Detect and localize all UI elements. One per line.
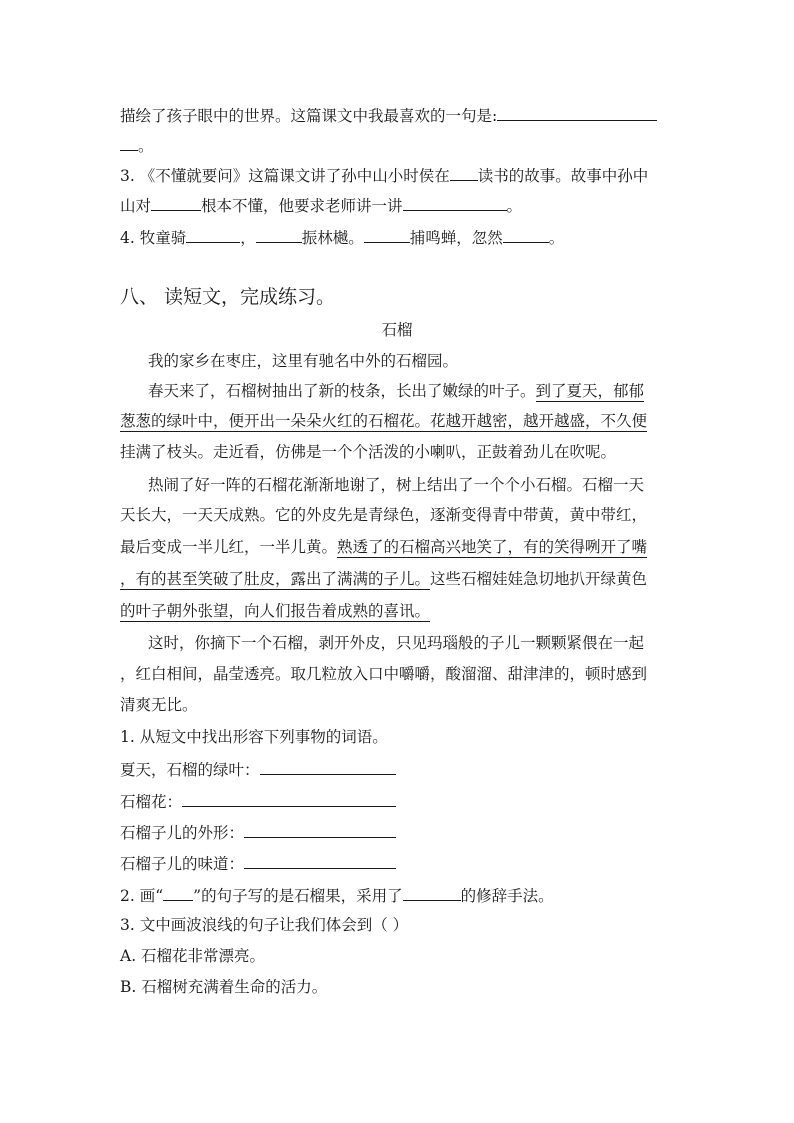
poem-blank-3[interactable] xyxy=(364,226,410,243)
question-3-line: 3. 《不懂就要问》这篇课文讲了孙中山小时侯在 读书的故事。故事中孙中 xyxy=(120,164,648,187)
exercise-question-1: 1. 从短文中找出形容下列事物的词语。 xyxy=(120,728,388,746)
passage-p4-line-1: 这时，你摘下一个石榴，剥开外皮，只见玛瑙般的子儿一颗颗紧偎在一起 xyxy=(148,634,645,652)
question-3-line-2: 山对 根本不懂，他要求老师讲一讲 。 xyxy=(120,194,522,217)
q3-request-blank[interactable] xyxy=(403,194,507,211)
passage-p3-line-2: 天长大，一天天成熟。它的外皮先是青绿色，逐渐变得青中带黄，黄中带红， xyxy=(120,506,648,524)
q1-item-summer-leaves: 夏天，石榴的绿叶： xyxy=(120,758,396,781)
q1-item-seed-taste: 石榴子儿的味道： xyxy=(120,852,396,875)
option-b[interactable]: B. 石榴树充满着生命的活力。 xyxy=(120,978,328,996)
exercise-question-2: 2. 画“ ”的句子写的是石榴果，采用了 的修辞手法。 xyxy=(120,884,554,907)
q3-thing-blank[interactable] xyxy=(151,194,201,211)
underlined-sentence-end: 的叶子朝外张望，向人们报告着成熟的喜讯。 xyxy=(120,602,431,620)
underlined-sentence: 熟透了的石榴高兴地笑了，有的笑得咧开了嘴 xyxy=(337,538,648,556)
passage-p2-line-1: 春天来了，石榴树抽出了新的枝条，长出了嫩绿的叶子。到了夏天，郁郁 xyxy=(148,382,645,400)
poem-blank-1[interactable] xyxy=(186,226,240,243)
seed-shape-blank[interactable] xyxy=(244,821,396,838)
underline-sample xyxy=(163,884,193,901)
favorite-sentence-blank-cont[interactable] xyxy=(120,134,138,151)
passage-paragraph-1: 我的家乡在枣庄，这里有驰名中外的石榴园。 xyxy=(148,352,459,370)
q1-item-flower: 石榴花： xyxy=(120,790,396,813)
q1-item-seed-shape: 石榴子儿的外形： xyxy=(120,821,396,844)
rhetoric-blank[interactable] xyxy=(403,884,461,901)
flower-blank[interactable] xyxy=(182,790,396,807)
intro-line-continued: 。 xyxy=(120,134,154,157)
poem-blank-4[interactable] xyxy=(503,226,549,243)
passage-p4-line-2: ，红白相间，晶莹透亮。取几粒放入口中嚼嚼，酸溜溜、甜津津的，顿时感到 xyxy=(120,665,648,683)
intro-line xyxy=(120,104,657,127)
poem-blank-2[interactable] xyxy=(256,226,302,243)
passage-title: 石榴 xyxy=(381,321,413,339)
wavy-underlined-sentence-cont: 葱葱的绿叶中，便开出一朵朵火红的石榴花。花越开越密，越开越盛，不久便 xyxy=(120,412,648,430)
question-4-line: 4. 牧童骑 ， 振林樾。 捕鸣蝉，忽然 。 xyxy=(120,226,564,249)
favorite-sentence-blank[interactable] xyxy=(497,104,657,121)
passage-p4-line-3: 清爽无比。 xyxy=(120,696,198,714)
wavy-underlined-sentence: 到了夏天，郁郁 xyxy=(535,382,645,400)
exercise-question-3: 3. 文中画波浪线的句子让我们体会到（ ） xyxy=(120,916,409,934)
passage-p3-line-3: 最后变成一半儿红，一半儿黄。熟透了的石榴高兴地笑了，有的笑得咧开了嘴 xyxy=(120,538,648,556)
seed-taste-blank[interactable] xyxy=(244,852,396,869)
q3-place-blank[interactable] xyxy=(450,164,478,181)
passage-p3-line-5 xyxy=(120,600,430,622)
intro-text: 描绘了孩子眼中的世界。这篇课文中我最喜欢的一句是: xyxy=(120,107,498,125)
passage-p3-line-4: ，有的甚至笑破了肚皮，露出了满满的子儿。这些石榴娃娃急切地扒开绿黄色 xyxy=(120,570,648,588)
underlined-sentence-cont: ，有的甚至笑破了肚皮，露出了满满的子儿。 xyxy=(120,570,431,588)
section-heading: 八、 读短文，完成练习。 xyxy=(120,286,336,308)
passage-p3-line-1: 热闹了好一阵的石榴花渐渐地谢了，树上结出了一个个小石榴。石榴一天 xyxy=(148,476,645,494)
passage-p2-line-2 xyxy=(120,410,647,432)
passage-p2-line-3: 挂满了枝头。走近看，仿佛是一个个活泼的小喇叭，正鼓着劲儿在吹呢。 xyxy=(120,443,617,461)
summer-leaves-blank[interactable] xyxy=(260,758,396,775)
option-a[interactable]: A. 石榴花非常漂亮。 xyxy=(120,947,266,965)
